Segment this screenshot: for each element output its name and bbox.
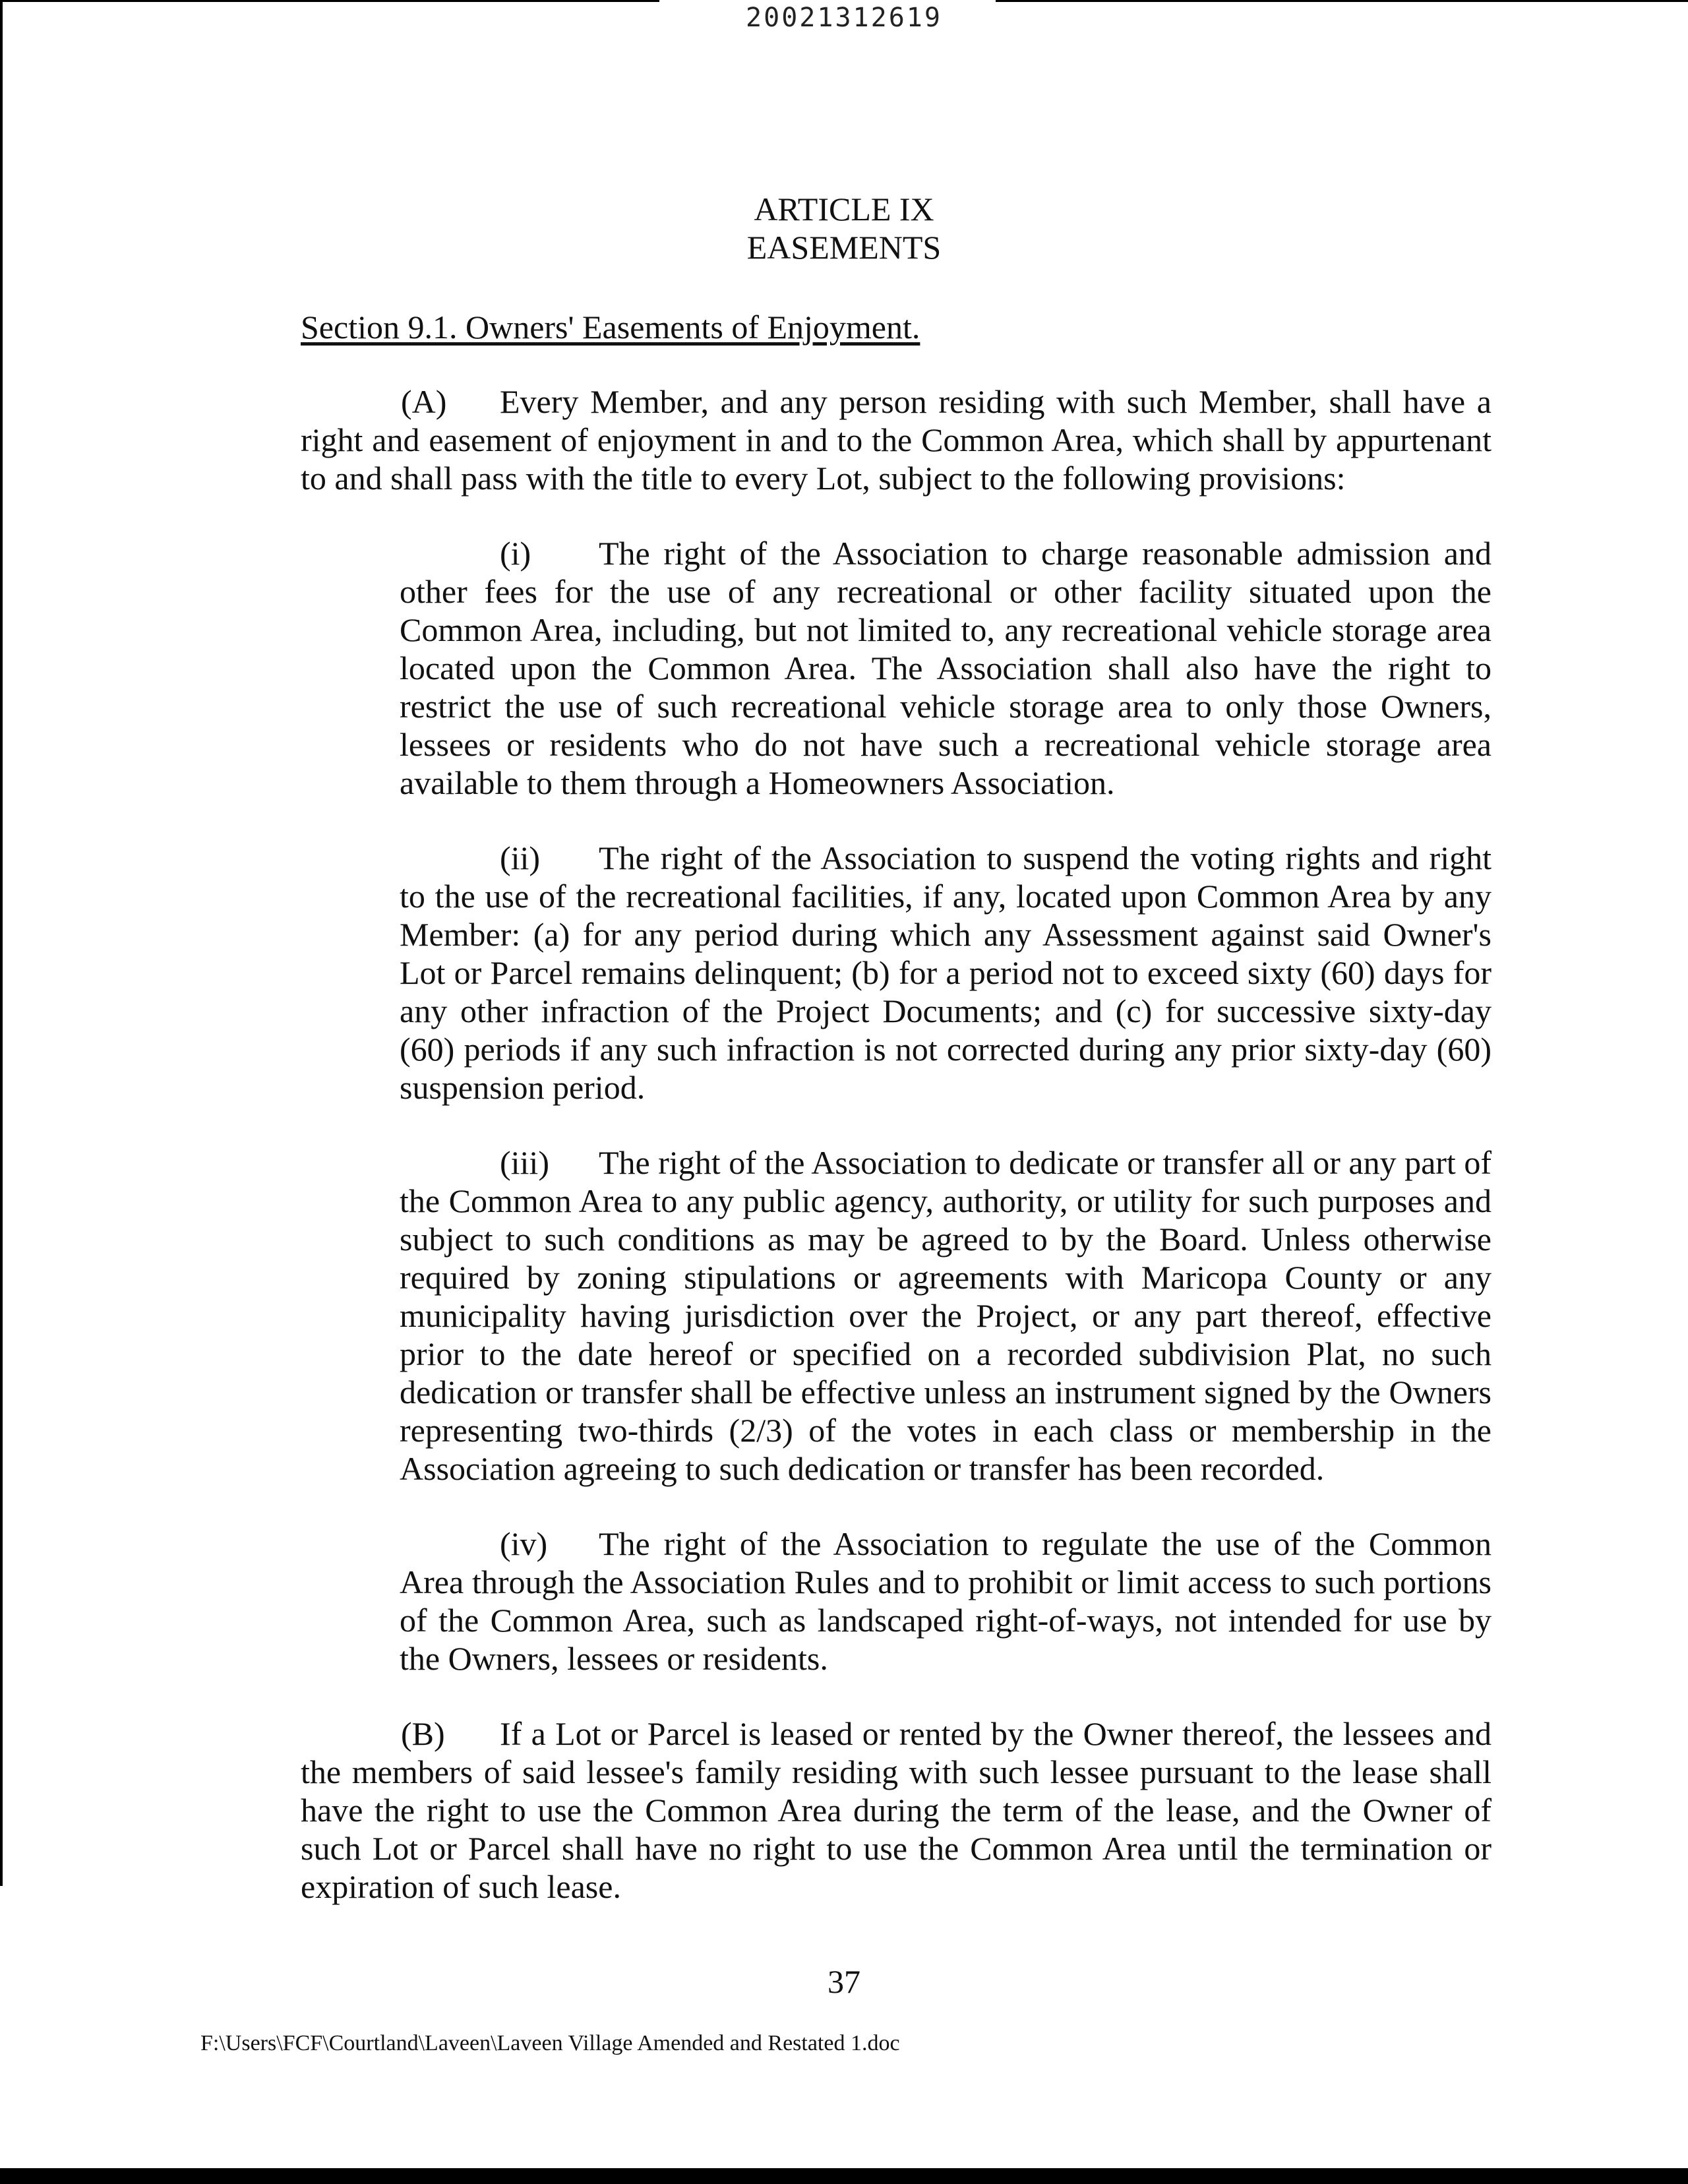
paragraph-iii-marker: (iii) <box>500 1144 549 1181</box>
paragraph-a <box>301 382 1492 497</box>
paragraph-ii-marker: (ii) <box>500 839 541 876</box>
paragraph-iii-text: The right of the Association to dedicate or transfer all or any part of the Common Area to any public agency, authority, or utility for such purposes and subject to such conditions as may be agreed to by the Board. Unless otherwise required by zoning stipulations or agreements with Maricopa County or any municipality having jurisdiction over the Project, or any part thereof, effective prior to the date hereof or specified on a recorded subdivision Plat, no such dedication or transfer shall be effective unless an instrument signed by the Owners representing two-thirds (2/3) of the votes in each class or membership in the Association agreeing to such dedication or transfer has been recorded. <box>400 1144 1492 1487</box>
recording-number: 20021312619 <box>746 3 942 33</box>
bottom-border <box>0 2168 1688 2184</box>
paragraph-iv-marker: (iv) <box>500 1525 548 1562</box>
paragraph-i-marker: (i) <box>500 535 531 572</box>
article-number: ARTICLE IX <box>754 191 934 228</box>
article-title: EASEMENTS <box>746 229 942 266</box>
paragraph-iv <box>400 1525 1492 1678</box>
article-heading <box>0 190 1688 266</box>
paragraph-b-marker: (B) <box>401 1715 445 1752</box>
paragraph-ii <box>400 839 1492 1107</box>
page-number: 37 <box>828 1963 860 2000</box>
paragraph-i <box>400 534 1492 802</box>
left-scan-edge <box>0 0 3 1886</box>
top-border-right <box>996 0 1688 2</box>
paragraph-b <box>301 1714 1492 1906</box>
paragraph-b-text: If a Lot or Parcel is leased or rented by the Owner thereof, the lessees and the members of said lessee's family residing with such lessee pursuant to the lease shall have the right to use the Common Area during the term of the lease, and the Owner of such Lot or Parcel shall have no right to use the Common Area until the termination or expiration of such lease. <box>301 1715 1492 1905</box>
paragraph-i-text: The right of the Association to charge reasonable admission and other fees for the use of any recreational or other facility situated upon the Common Area, including, but not limited to, any recreational vehicle storage area located upon the Common Area. The Association shall also have the right to restrict the use of such recreational vehicle storage area to only those Owners, lessees or residents who do not have such a recreational vehicle storage area available to them through a Homeowners Association. <box>400 535 1492 801</box>
paragraph-ii-text: The right of the Association to suspend the voting rights and right to the use of the recreational facilities, if any, located upon Common Area by any Member: (a) for any period during which any Assessment against said Owner's Lot or Parcel remains delinquent; (b) for a period not to exceed sixty (60) days for any other infraction of the Project Documents; and (c) for successive sixty-day (60) periods if any such infraction is not corrected during any prior sixty-day (60) suspension period. <box>400 839 1492 1106</box>
section-heading: Section 9.1. Owners' Easements of Enjoyment. <box>301 309 920 346</box>
paragraph-a-text: Every Member, and any person residing with such Member, shall have a right and easement of enjoyment in and to the Common Area, which shall by appurtenant to and shall pass with the title to every Lot, subject to the following provisions: <box>301 383 1492 497</box>
top-border-left <box>0 0 659 2</box>
paragraph-a-marker: (A) <box>401 383 447 420</box>
paragraph-iv-text: The right of the Association to regulate the use of the Common Area through the Association Rules and to prohibit or limit access to such portions of the Common Area, such as landscaped right-of-ways, not intended for use by the Owners, lessees or residents. <box>400 1525 1492 1677</box>
file-path-footer: F:\Users\FCF\Courtland\Laveen\Laveen Village Amended and Restated 1.doc <box>200 2031 900 2055</box>
paragraph-iii <box>400 1143 1492 1488</box>
